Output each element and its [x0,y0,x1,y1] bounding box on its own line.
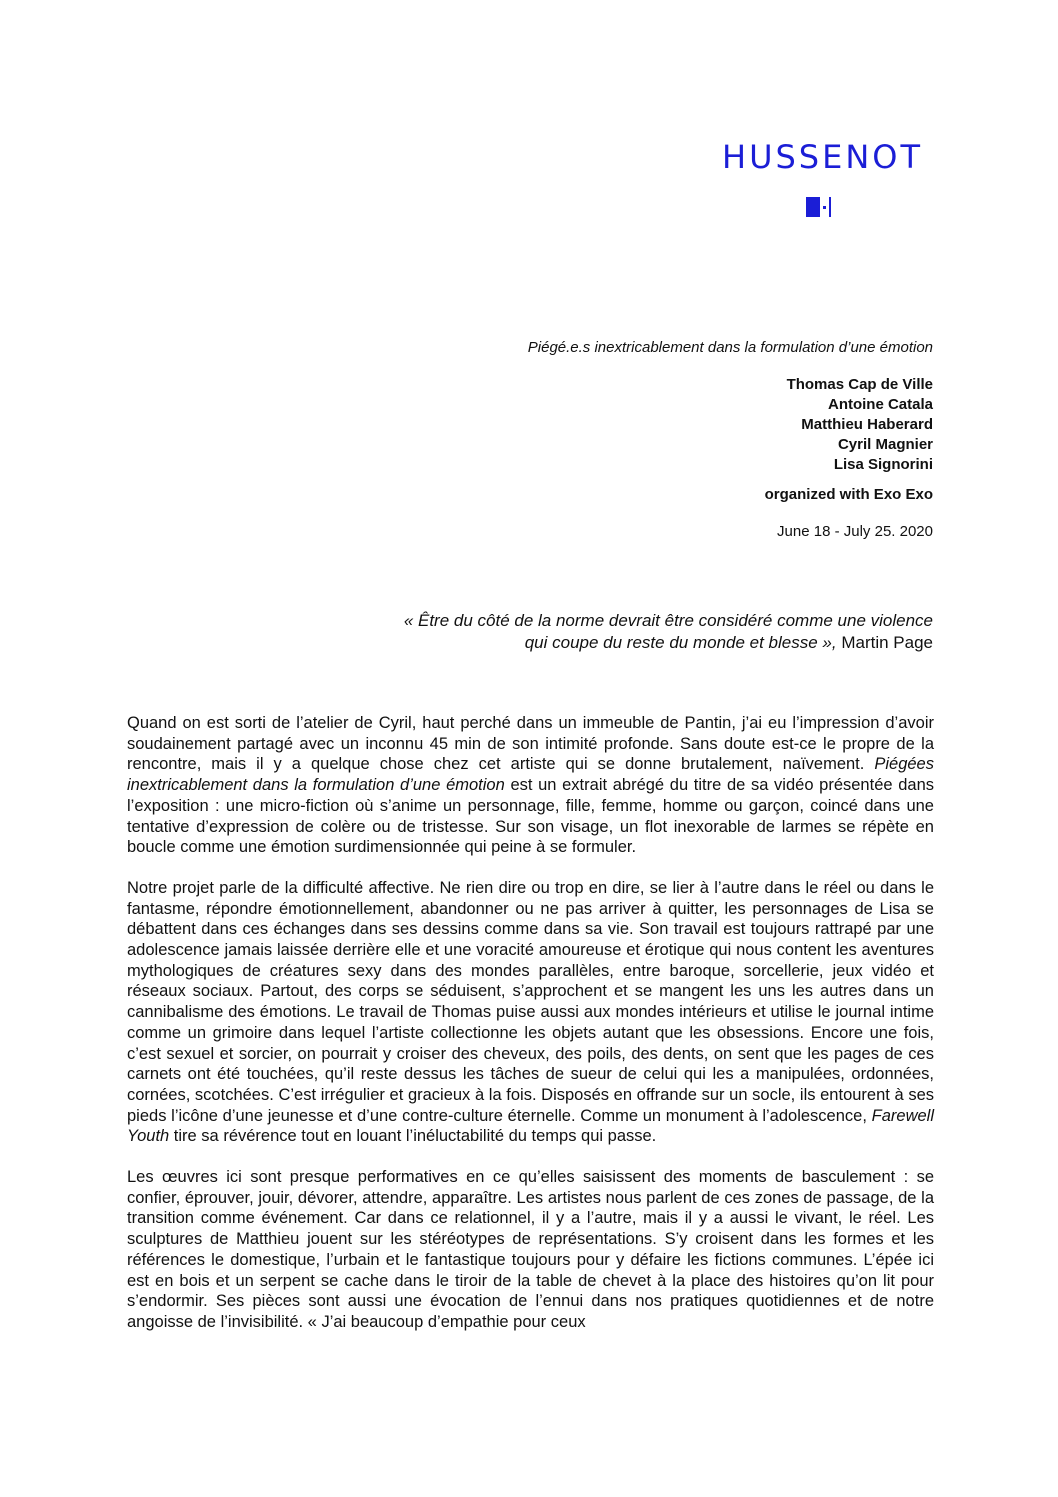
gallery-logo [700,138,940,228]
artist-name: Cyril Magnier [837,436,933,453]
artist-name: Matthieu Haberard [801,416,933,433]
quote-line-2 [200,632,933,654]
paragraph-1-text-a: Quand on est sorti de l’atelier de Cyril, haut perché dans un immeuble de Pantin, j’ai eu l’impression d’avoir soudainement partagé avec un inconnu 45 min de son intimité profonde. Sans doute est-ce le propre de la rencontre, mais il y a quelque chose chez cet artiste qui se donne brutalement, naïvement. [127,714,934,774]
quote-line-2-text: qui coupe du reste du monde et blesse », [524,633,837,652]
artist-list [300,375,933,475]
paragraph-2 [127,878,934,1147]
paragraph-2-text-a: Notre projet parle de la difficulté affective. Ne rien dire ou trop en dire, se lier à l’autre dans le réel ou dans le fantasme, répondre émotionnellement, abandonner ou ne pas arriver à quitter, les personnages de Lisa se débattent dans ces échanges dans ses dessins comme dans sa vie. Son travail est toujours rattrapé par une adolescence jamais laissée derrière elle et une voracité amoureuse et érotique qui nous content les aventures mythologiques de créatures sexy dans des mondes parallèles, entre baroque, sorcellerie, jeux vidéo et réseaux sociaux. Partout, des corps se séduisent, s’approchent et se mangent les uns les autres dans un cannibalisme des émotions. Le travail de Thomas puise aussi aux mondes intérieurs et utilise le journal intime comme un grimoire dans lequel l’artiste collectionne les objets autant que les obsessions. Encore une fois, c’est sexuel et sorcier, on pourrait y croiser des cheveux, des poils, des dents, on sent que les pages de ces carnets ont été touchées, qu’il reste dessus les tâches de sueur de celui qui les a manipulées, ordonnées, cornées, scotchées. C’est irrégulier et gracieux à la fois. Disposés en offrande sur un socle, ils entourent à ses pieds l’icône d’une jeunesse et d’une contre-culture éternelle. Comme un monument à l’adolescence, [127,878,934,1125]
quote-line-1: « Être du côté de la norme devrait être considéré comme une violence [403,611,933,630]
organized-with: organized with Exo Exo [764,486,933,503]
exhibition-dates: June 18 - July 25. 2020 [777,523,933,540]
paragraph-1 [127,713,934,858]
exhibition-title: Piégé.e.s inextricablement dans la formulation d’une émotion [527,339,933,356]
paragraph-2-text-b: tire sa révérence tout en louant l’inéluctabilité du temps qui passe. [169,1127,657,1146]
artist-name: Antoine Catala [827,396,933,413]
epigraph-quote [200,610,933,654]
gallery-logo-mark-icon [806,196,834,218]
artist-name: Lisa Signorini [833,456,933,473]
body-text [127,713,934,1353]
paragraph-3: Les œuvres ici sont presque performatives en ce qu’elles saisissent des moments de basculement : se confier, éprouver, jouir, dévorer, attendre, apparaître. Les artistes nous parlent de ces zones de passage, de la transition comme événement. Car dans ce relationnel, il y a l’autre, mais il y a aussi le vivant, le réel. Les sculptures de Matthieu jouent sur les stéréotypes de représentations. S’y croisent dans les formes et les références le domestique, l’urbain et le fantastique toujours pour y défaire les fictions communes. L’épée ici est en bois et un serpent se cache dans le tiroir de la table de chevet à la place des histoires qu’on lit pour s’endormir. Ses pièces sont aussi une évocation de l’ennui dans nos pratiques quotidiennes et de notre angoisse de l’invisibilité. « J’ai beaucoup d’empathie pour ceux [127,1168,934,1331]
paragraph-1-text-b: est un extrait abrégé du titre de sa vidéo présentée dans l’exposition : une micro-fiction où s’anime un personnage, fille, femme, homme ou garçon, coincé dans une tentative d’expression de colère ou de tristesse. Sur son visage, un flot inexorable de larmes se répète en boucle comme une émotion surdimensionnée qui peine à se formuler. [127,776,934,857]
logo-wordmark: HUSSENOT [722,138,923,176]
paragraph-2-title: Farewell Youth [127,1106,934,1146]
artist-name: Thomas Cap de Ville [786,376,933,393]
quote-author: Martin Page [836,633,933,652]
paragraph-1-title: Piégées inextricablement dans la formulation d’une émotion [127,755,934,795]
